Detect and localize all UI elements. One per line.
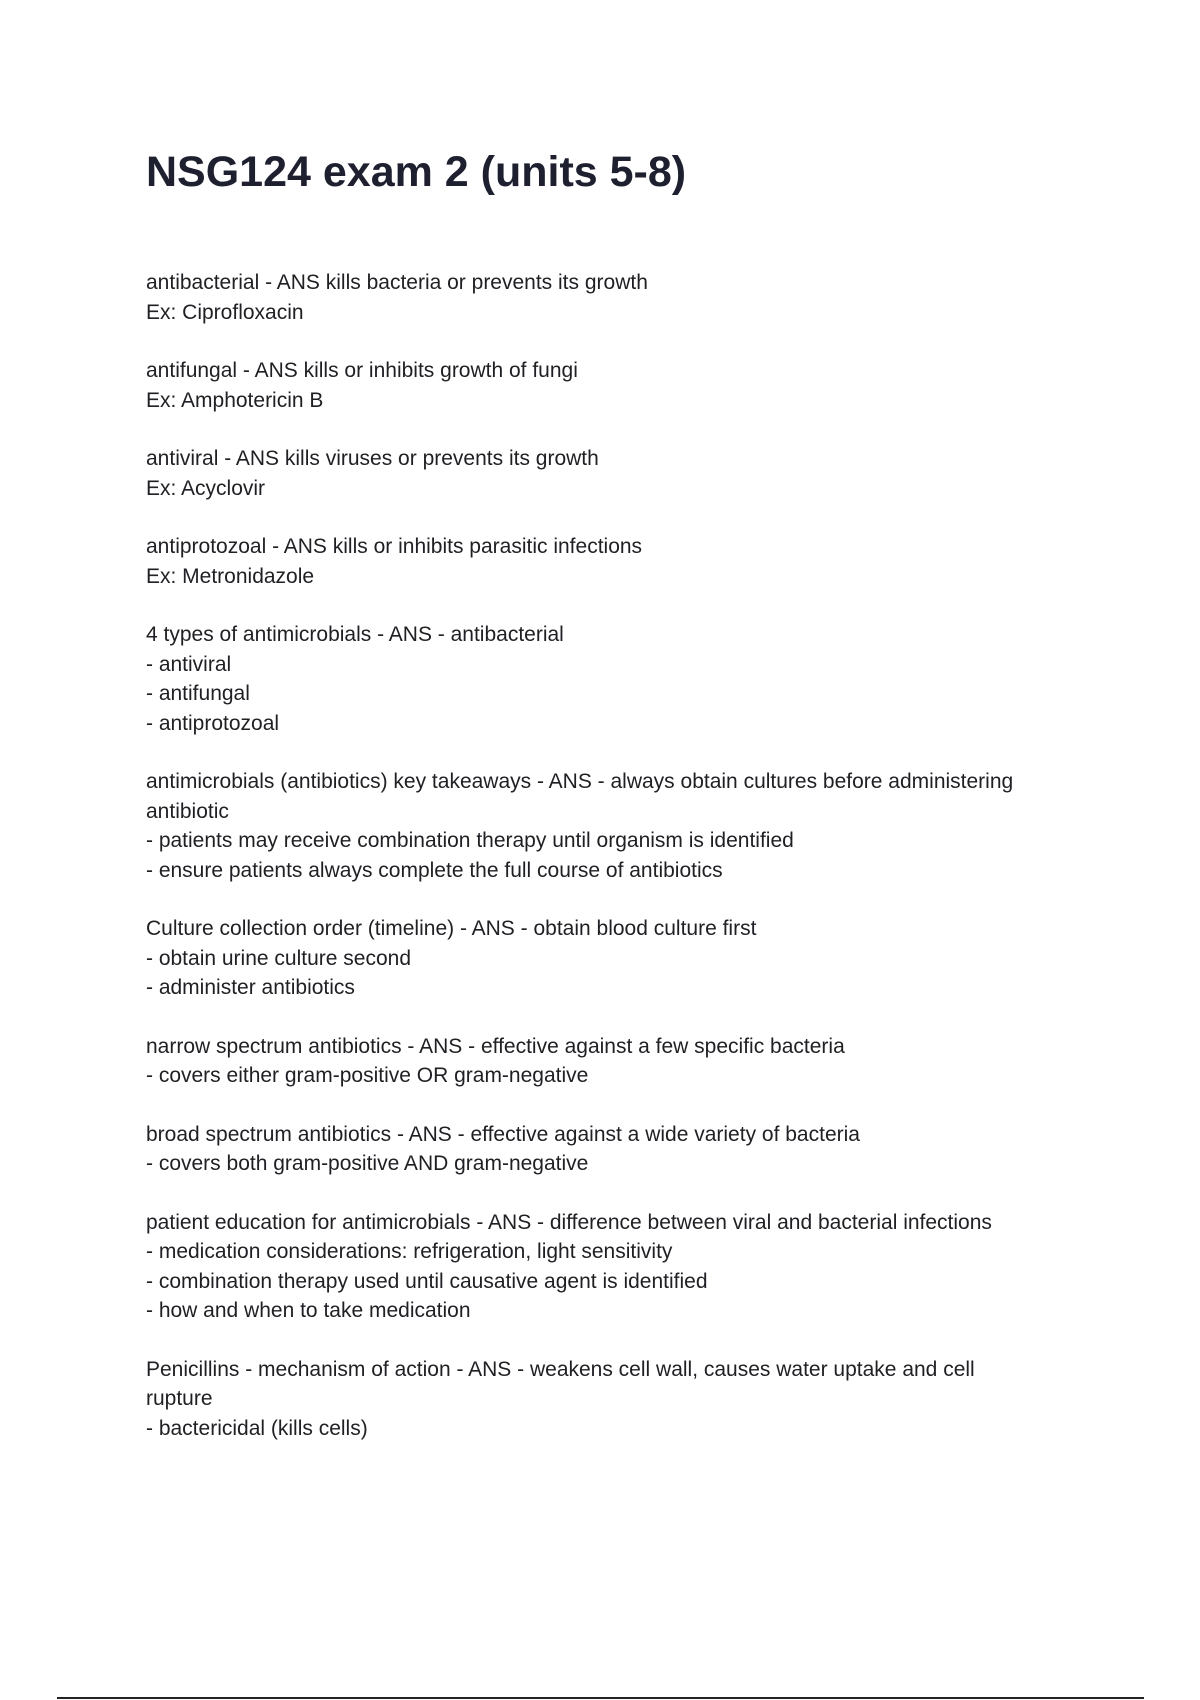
entry-line: patient education for antimicrobials - ANS - difference between viral and bacterial infections [146,1210,992,1234]
flashcard-entry-antibacterial [146,268,1086,327]
flashcard-entry-broad-spectrum [146,1120,1086,1179]
entry-line: Ex: Ciprofloxacin [146,300,304,324]
flashcard-entry-culture-order [146,914,1086,1003]
entry-line: - how and when to take medication [146,1299,471,1322]
entry-line: rupture [146,1387,213,1410]
entry-line: - bactericidal (kills cells) [146,1416,368,1440]
entry-line: - antiviral [146,652,232,676]
entry-line: - medication considerations: refrigeration, light sensitivity [146,1240,673,1263]
entry-line: - ensure patients always complete the full course of antibiotics [146,858,723,882]
flashcard-entry-key-takeaways [146,767,1086,885]
flashcard-entry-patient-education [146,1208,1086,1326]
entry-line: Penicillins - mechanism of action - ANS - weakens cell wall, causes water uptake and cell [146,1357,975,1381]
entry-line: - obtain urine culture second [146,946,411,970]
entry-line: antibiotic [146,799,229,823]
entry-line: antimicrobials (antibiotics) key takeaways - ANS - always obtain cultures before administering [146,770,1014,793]
entry-line: - combination therapy used until causative agent is identified [146,1269,708,1293]
entry-line: Ex: Amphotericin B [146,388,324,412]
entry-line: - covers both gram-positive AND gram-negative [146,1152,589,1175]
flashcard-list [146,268,1086,1472]
entry-line: broad spectrum antibiotics - ANS - effective against a wide variety of bacteria [146,1122,860,1146]
entry-line: antiprotozoal - ANS kills or inhibits parasitic infections [146,535,643,558]
flashcard-entry-antifungal [146,356,1086,415]
entry-line: antifungal - ANS kills or inhibits growth of fungi [146,359,578,382]
entry-line: - covers either gram-positive OR gram-negative [146,1064,589,1087]
flashcard-entry-narrow-spectrum [146,1032,1086,1091]
entry-line: - patients may receive combination therapy until organism is identified [146,829,794,852]
entry-line: narrow spectrum antibiotics - ANS - effective against a few specific bacteria [146,1034,845,1058]
entry-line: antiviral - ANS kills viruses or prevents its growth [146,447,599,470]
page-bottom-divider [57,1697,1144,1699]
flashcard-entry-antiprotozoal [146,532,1086,591]
entry-line: Ex: Metronidazole [146,564,315,588]
entry-line: - antifungal [146,682,250,705]
entry-line: - antiprotozoal [146,711,280,735]
entry-line: Ex: Acyclovir [146,476,266,500]
page-title: NSG124 exam 2 (units 5-8) [146,148,687,196]
flashcard-entry-antiviral [146,444,1086,503]
flashcard-entry-penicillins [146,1355,1086,1444]
entry-line: antibacterial - ANS kills bacteria or prevents its growth [146,271,648,294]
entry-line: 4 types of antimicrobials - ANS - antibacterial [146,623,564,646]
flashcard-entry-antimicrobial-types [146,620,1086,738]
entry-line: Culture collection order (timeline) - ANS - obtain blood culture first [146,917,757,940]
entry-line: - administer antibiotics [146,976,355,999]
